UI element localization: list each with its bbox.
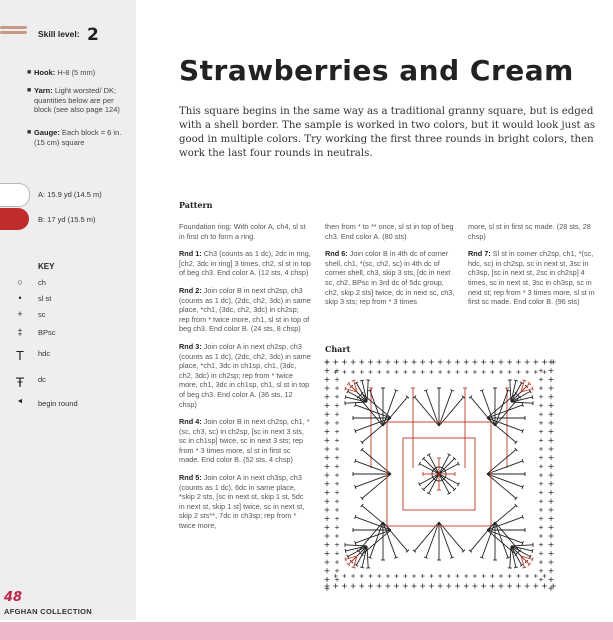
key-label: sl st (38, 294, 52, 303)
key-label: sc (38, 310, 46, 319)
sl-st-icon: • (18, 293, 22, 303)
pattern-step: Rnd 4: Join color B in next ch2sp, ch1, *(sc, ch3, sc) in ch2sp, [sc in next 3 sts, sc in ch1sp] twice, sc in next 3 sts; rep from * 3 times more, sl st in first sc made. End color B. (52 sts, 4 chsp) (179, 417, 310, 465)
spec-text: Each block = 6 in. (15 cm) square (34, 128, 122, 147)
chart-heading: Chart (325, 344, 351, 354)
key-label: ch (38, 278, 46, 287)
key-title: KEY (38, 262, 55, 271)
sc-icon: + (17, 309, 23, 319)
key-label: begin round (38, 399, 78, 408)
key-row-sc (10, 309, 130, 323)
bullet-icon: ■ (27, 69, 32, 76)
key-label: BPsc (38, 328, 56, 337)
dc-icon: Ŧ (15, 374, 25, 390)
pattern-column-3 (468, 222, 602, 315)
ch-icon: ○ (17, 277, 23, 287)
pattern-step: Rnd 2: Join color B in next ch2sp, ch3 (counts as 1 dc), (2dc, ch2, 3dc) in same place, *ch1, (3dc, ch2, 3dc) in ch2sp; rep from * twice more, ch1, sl st in top of beg ch3. End color B. (24 sts, 8 chsp) (179, 285, 311, 334)
pattern-column-2 (325, 222, 457, 315)
key-row-ch (10, 277, 130, 291)
pattern-step: Rnd 7: Sl st in corner ch2sp, ch1, *(sc, hdc, sc) in ch2sp, sc in next st, 3sc in ch3sp, [sc in next st, 2sc in ch2sp] 4 times, sc in next st, 3sc in ch3sp, sc in next st; rep from * 3 times more, sl st in first sc made. End color B. (96 sts) (468, 249, 595, 307)
pattern-step: Rnd 5: Join color A in next ch3sp, ch3 (counts as 1 dc), 6dc in same place, *skip 2 sts, [sc in next st, skip 1 st, 5dc in next st, skip 1 st] twice, sc in next st, skip 2 sts**, 7dc in ch3sp; rep from * twice more, (179, 473, 305, 531)
spec-term: Yarn: (34, 86, 53, 95)
pattern-step: Rnd 6: Join color B in 4th dc of corner shell, ch1, *(sc, ch2, sc) in 4th dc of corner shell, ch3, skip 3 sts, [dc in next sc, ch2, BPsc in 3rd dc of 5dc group, ch2, skip 2 sts] twice, dc in next sc, ch3, skip 3 sts; rep from * 3 times (325, 249, 455, 307)
crochet-hook-icon (0, 23, 30, 37)
intro-paragraph: This square begins in the same way as a traditional granny square, but is edged with a shell border. The sample is worked in two colors, but it would look just as good in multiple colors. Try working the first three rounds in bright colors, then work the last four rounds in neutrals. (179, 106, 596, 159)
key-label: dc (38, 375, 46, 384)
skill-value: 2 (86, 25, 99, 45)
bullet-icon: ■ (27, 129, 32, 136)
bpsc-icon: ‡ (17, 327, 23, 337)
key-row-dc (10, 374, 130, 388)
footer-band (0, 622, 613, 640)
spec-hook (27, 68, 132, 78)
pattern-heading: Pattern (179, 200, 213, 210)
pattern-step: Rnd 3: Join color A in next ch2sp, ch3 (counts as 1 dc), (2dc, ch2, 3dc) in same place, *ch1, 3dc in ch1sp, ch1, (3dc, ch2, 3dc) in ch2sp; rep from * twice more, ch1, 3dc in ch1sp, ch1, sl st in top of beg ch3. End color A. (36 sts, 12 chsp) (179, 341, 311, 409)
spec-gauge (27, 128, 132, 147)
pattern-column-1 (179, 222, 311, 539)
spec-text: Light worsted/ DK; quantities below are per block (see also page 124) (34, 86, 120, 114)
spec-term: Hook: (34, 68, 56, 77)
key-row-begin-round (10, 398, 130, 412)
skill-label: Skill level: (38, 29, 80, 39)
sidebar (0, 0, 136, 620)
color-a-label: A: 15.9 yd (14.5 m) (38, 190, 102, 199)
spec-text: H-8 (5 mm) (55, 68, 96, 77)
key-row-hdc (10, 348, 130, 362)
pattern-step: more, sl st in first sc made. (28 sts, 28 chsp) (468, 222, 591, 241)
key-row-bpsc (10, 327, 130, 341)
color-a-swatch (0, 183, 30, 207)
key-label: hdc (38, 349, 51, 358)
page-number: 48 (4, 590, 23, 605)
color-b-label: B: 17 yd (15.5 m) (38, 215, 96, 224)
begin-round-icon: ◄ (16, 398, 24, 405)
skill-level (38, 22, 99, 45)
color-b-swatch (0, 208, 29, 230)
key-row-sl-st (10, 293, 130, 307)
crochet-chart (321, 356, 557, 592)
book-title: AFGHAN COLLECTION (4, 607, 93, 616)
page-title: Strawberries and Cream (179, 54, 574, 87)
pattern-step: Rnd 1: Ch3 (counts as 1 dc), 2dc in ring, [ch2, 3dc in ring] 3 times, ch2, sl st in top of beg ch3. End color A. (12 sts, 4 chsp) (179, 249, 311, 278)
pattern-step: then from * to ** once, sl st in top of beg ch3. End color A. (80 sts) (325, 222, 454, 241)
spec-term: Gauge: (34, 128, 60, 137)
hdc-icon: T (16, 348, 24, 363)
spec-yarn (27, 86, 132, 115)
pattern-step: Foundation ring: With color A, ch4, sl st in first ch to form a ring. (179, 222, 306, 241)
bullet-icon: ■ (27, 87, 32, 94)
